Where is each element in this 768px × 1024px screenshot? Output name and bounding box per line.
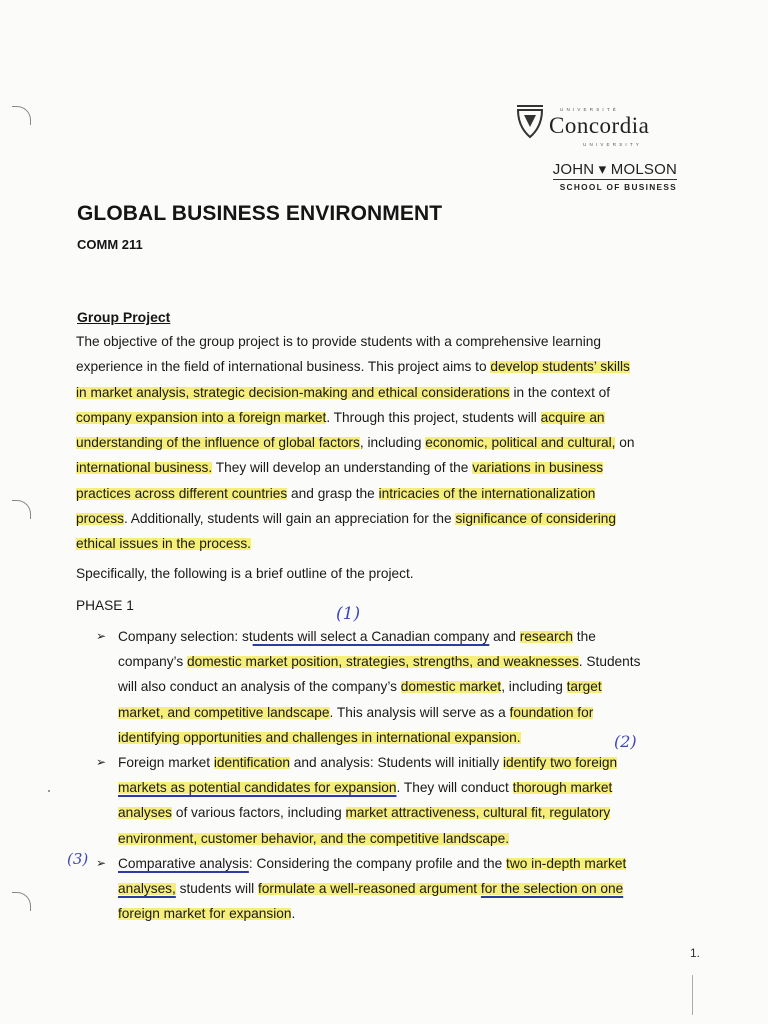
john-molson-logo (537, 160, 677, 192)
bullet-item-line (96, 876, 696, 901)
phase-bullet-list (96, 624, 696, 926)
bullet-arrow-icon: ➢ (96, 855, 107, 870)
scan-dot (48, 790, 50, 792)
highlighted-text: formulate a well-reasoned argument (258, 880, 481, 896)
highlighted-text: ethical issues in the process. (76, 536, 251, 552)
highlighted-text: variations in business (472, 460, 604, 476)
outline-intro: Specifically, the following is a brief outline of the project. (76, 566, 414, 581)
text-run: Company selection: st (118, 629, 253, 644)
handwritten-marker-2: (2) (614, 732, 637, 751)
bullet-text (118, 851, 626, 876)
scan-edge-line (692, 975, 693, 1015)
scan-margin-mark (12, 892, 31, 911)
text-run: . (291, 906, 296, 922)
underlined-text: udents will select a Canadian company (252, 629, 490, 644)
highlighted-text: significance of considering (455, 511, 616, 527)
paragraph-line (76, 430, 696, 455)
bullet-text (118, 876, 623, 901)
highlighted-text: markets as potential candidates for expansion (118, 780, 397, 796)
scan-margin-mark (12, 106, 31, 125)
bullet-item-line (96, 826, 696, 851)
highlighted-text: practices across different countries (76, 485, 288, 501)
highlighted-text: analyses, (118, 880, 176, 896)
text-run: and grasp the (287, 485, 379, 501)
highlighted-text: analyses (118, 805, 173, 821)
paragraph-line (76, 380, 696, 405)
handwritten-marker-1: (1) (336, 604, 361, 624)
concordia-shield-icon (515, 103, 545, 139)
bullet-text (118, 700, 593, 725)
bullet-text (118, 725, 521, 750)
bullet-item-start (96, 624, 696, 649)
objective-paragraph (76, 329, 696, 557)
text-run: on (615, 435, 635, 451)
bullet-item-line (96, 674, 696, 699)
text-run: . Through this project, students will (326, 409, 541, 425)
text-run: : Considering the company profile and the (248, 855, 507, 871)
bullet-arrow-icon: ➢ (96, 754, 107, 769)
text-run: company’s (118, 654, 187, 670)
highlighted-text: environment, customer behavior, and the competitive landscape. (118, 830, 510, 846)
highlighted-text: identification (213, 754, 290, 770)
bullet-text (118, 826, 509, 851)
bullet-item-line (96, 800, 696, 825)
scan-margin-mark (12, 500, 31, 519)
paragraph-line (76, 405, 696, 430)
text-run: will also conduct an analysis of the company’s (118, 679, 401, 695)
text-run: The objective of the group project is to provide students with a comprehensive learning (76, 334, 601, 349)
paragraph-line (76, 506, 696, 531)
highlighted-text: economic, political and cultural, (425, 435, 616, 451)
highlighted-text: research (519, 629, 573, 644)
text-run: They will develop an understanding of the (212, 460, 473, 476)
highlighted-text: process (76, 511, 124, 527)
text-run: . Students (578, 654, 641, 670)
highlighted-text: identifying opportunities and challenges in international expansion. (118, 729, 521, 745)
highlighted-text: identify two foreign (502, 754, 618, 770)
text-run: , including (501, 679, 567, 695)
bullet-text (118, 775, 612, 800)
text-run: the (573, 629, 596, 644)
bullet-item-line (96, 901, 696, 926)
text-run: . This analysis will serve as a (329, 704, 510, 720)
bullet-text (118, 649, 640, 674)
highlighted-text: for the selection on one (480, 880, 624, 896)
paragraph-line (76, 481, 696, 506)
text-run: of various factors, including (172, 805, 346, 821)
text-run: and analysis: Students will initially (289, 754, 503, 770)
highlighted-text: foundation for (509, 704, 594, 720)
paragraph-line (76, 531, 696, 556)
text-run: Foreign market (118, 754, 214, 770)
underlined-text: Comparative analysis (118, 855, 249, 871)
text-run: students will (175, 880, 258, 896)
text-run: , including (359, 435, 426, 451)
highlighted-text: intricacies of the internationalization (378, 485, 596, 501)
university-top-label: UNIVERSITÉ (560, 107, 620, 112)
highlighted-text: market, and competitive landscape (118, 704, 330, 720)
bullet-text (118, 674, 602, 699)
highlighted-text: domestic market position, strategies, strengths, and weaknesses (186, 654, 579, 670)
university-bottom-label: UNIVERSITY (583, 142, 643, 147)
bullet-text (118, 800, 610, 825)
bullet-arrow-icon: ➢ (96, 629, 107, 643)
highlighted-text: in market analysis, strategic decision-making and ethical considerations (76, 384, 510, 400)
text-run: experience in the field of international business. This project aims to (76, 359, 491, 375)
school-of-business-label: SCHOOL OF BUSINESS (559, 182, 677, 192)
text-run: . Additionally, students will gain an appreciation for the (123, 511, 456, 527)
bullet-text (118, 901, 295, 926)
text-run: . They will conduct (396, 780, 513, 796)
section-heading: Group Project (77, 309, 171, 325)
highlighted-text: develop students’ skills (490, 359, 630, 375)
highlighted-text: company expansion into a foreign market (76, 409, 327, 425)
highlighted-text: market attractiveness, cultural fit, regulatory (345, 805, 611, 821)
highlighted-text: understanding of the influence of global factors (76, 435, 360, 451)
paragraph-line (76, 455, 696, 480)
highlighted-text: international business. (76, 460, 213, 476)
john-molson-wordmark: JOHN ▾ MOLSON (552, 161, 677, 178)
concordia-wordmark: Concordia (549, 113, 650, 138)
highlighted-text: foreign market for expansion (118, 906, 292, 922)
bullet-item-line (96, 725, 696, 750)
bullet-item-line (96, 649, 696, 674)
highlighted-text: two in-depth market (506, 855, 627, 871)
handwritten-marker-3: (3) (67, 850, 89, 868)
paragraph-line (76, 354, 696, 379)
phase-label: PHASE 1 (76, 598, 134, 613)
document-title: GLOBAL BUSINESS ENVIRONMENT (77, 202, 443, 225)
text-run: and (489, 629, 520, 644)
bullet-text (118, 750, 617, 775)
highlighted-text: acquire an (540, 409, 605, 425)
highlighted-text: target (566, 679, 602, 695)
bullet-item-start (96, 851, 696, 876)
bullet-text (118, 624, 596, 649)
bullet-item-start (96, 750, 696, 775)
text-run: in the context of (509, 384, 611, 400)
course-code: COMM 211 (77, 237, 143, 252)
bullet-item-line (96, 700, 696, 725)
paragraph-line (76, 329, 696, 354)
highlighted-text: thorough market (512, 780, 613, 796)
bullet-item-line (96, 775, 696, 800)
highlighted-text: domestic market (400, 679, 502, 695)
page-number: 1. (690, 946, 701, 960)
